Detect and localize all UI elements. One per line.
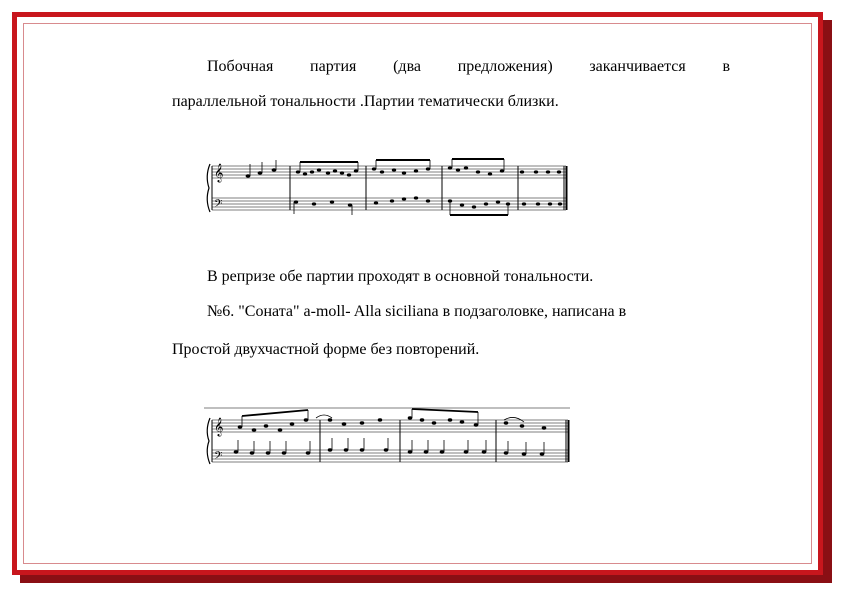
paragraph-2: В репризе обе партии проходят в основной тональности.: [207, 268, 594, 285]
paragraph-3-line-1: №6. "Соната" a-moll- Alla siciliana в подзаголовке, написана в: [207, 303, 627, 320]
svg-text:𝄞: 𝄞: [214, 163, 224, 182]
svg-text:𝄞: 𝄞: [214, 417, 224, 436]
music-score-excerpt-2: [204, 406, 572, 468]
music-score-excerpt-1: [204, 158, 572, 218]
paragraph-1-line-2: параллельной тональности .Партии тематически близки.: [172, 93, 559, 110]
svg-text:𝄢: 𝄢: [214, 450, 223, 465]
paragraph-3-line-2: Простой двухчастной форме без повторений.: [172, 341, 480, 358]
svg-text:𝄢: 𝄢: [214, 198, 223, 213]
paragraph-1-line-1: Побочная партия (два предложения) заканчивается в: [207, 58, 730, 75]
